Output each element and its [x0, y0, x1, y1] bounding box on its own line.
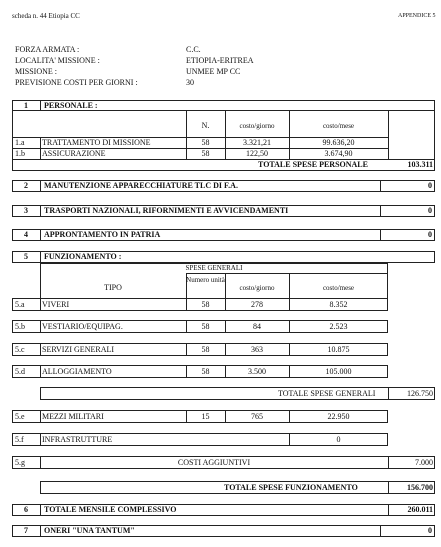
row-5f-month: 0 — [336, 435, 341, 444]
section-1-title: PERSONALE : — [44, 101, 98, 110]
row-5b-label: VESTIARIO/EQUIPAG. — [42, 322, 123, 331]
divider — [40, 229, 41, 241]
section-3-title: TRASPORTI NAZIONALI, RIFORNIMENTI E AVVICENDAMENTI — [44, 206, 289, 215]
section-4-number: 4 — [24, 230, 28, 239]
section-3-value: 0 — [428, 206, 432, 215]
row-5e-label: MEZZI MILITARI — [42, 412, 104, 421]
divider — [40, 100, 41, 111]
col-tipo-header: TIPO — [104, 283, 122, 292]
col-n-header: N. — [201, 121, 210, 130]
row-5d-month: 105.000 — [325, 367, 352, 376]
row-5c-code: 5.c — [15, 345, 25, 354]
divider — [186, 273, 388, 274]
row-1a-day: 3.321,21 — [243, 138, 271, 147]
row-5a-day: 278 — [251, 300, 263, 309]
col-units-header: Numero unità — [186, 276, 225, 284]
row-5f-code: 5.f — [15, 435, 24, 444]
appendix-label: APPENDICE 5 — [398, 13, 436, 19]
section-1-number: 1 — [24, 101, 28, 110]
divider — [388, 110, 389, 160]
row-1a-label: TRATTAMENTO DI MISSIONE — [42, 138, 151, 147]
col-month-header: costo/mese — [322, 122, 355, 130]
divider — [40, 320, 41, 333]
divider — [388, 456, 389, 469]
sheet-label: scheda n. 44 Etiopia CC — [12, 12, 80, 20]
section-3-number: 3 — [24, 206, 28, 215]
spese-generali-heading: SPESE GENERALI — [185, 264, 243, 272]
spese-generali-total-label: TOTALE SPESE GENERALI — [278, 389, 376, 398]
col-day-header-5: costo/giorno — [239, 284, 275, 292]
row-5d-label: ALLOGGIAMENTO — [42, 367, 112, 376]
section-6-value: 260.011 — [407, 505, 433, 514]
info-label-missione: MISSIONE : — [15, 67, 58, 76]
row-5b-day: 84 — [253, 322, 261, 331]
divider — [388, 387, 389, 400]
divider — [380, 180, 381, 192]
row-1b-n: 58 — [201, 149, 210, 158]
divider — [380, 229, 381, 241]
divider — [388, 504, 389, 516]
col-day-header: costo/giorno — [239, 122, 275, 130]
row-5e-code: 5.e — [15, 412, 25, 421]
section-4-title: APPRONTAMENTO IN PATRIA — [44, 230, 161, 239]
divider — [40, 504, 41, 516]
row-5d-n: 58 — [201, 367, 210, 376]
row-5g-value: 7.000 — [415, 458, 433, 467]
section-7-title: ONERI "UNA TANTUM" — [44, 526, 135, 535]
row-5d-code: 5.d — [15, 367, 25, 376]
section-7-number: 7 — [24, 526, 28, 535]
row-5a-month: 8.352 — [329, 300, 348, 309]
section-4-value: 0 — [428, 230, 432, 239]
row-1b-code: 1.b — [15, 149, 25, 158]
funzionamento-total-label: TOTALE SPESE FUNZIONAMENTO — [224, 483, 358, 492]
divider — [380, 205, 381, 217]
row-1b-day: 122,50 — [246, 149, 268, 158]
row-5e-n: 15 — [201, 412, 210, 421]
divider — [388, 481, 389, 494]
divider — [12, 110, 435, 111]
col-month-header-5: costo/mese — [322, 284, 355, 292]
divider — [40, 205, 41, 217]
row-5d-day: 3.500 — [248, 367, 266, 376]
row-5b-n: 58 — [201, 322, 210, 331]
row-5f-label: INFRASTRUTTURE — [42, 435, 113, 444]
info-label-localita: LOCALITA' MISSIONE : — [15, 56, 100, 65]
row-1a-month: 99.636,20 — [322, 138, 355, 147]
section-1-total-value: 103.311 — [407, 160, 433, 169]
row-5b-month: 2.523 — [329, 322, 348, 331]
info-value-missione: UNMEE MP CC — [186, 67, 241, 76]
section-2-title: MANUTENZIONE APPARECCHIATURE TLC DI F.A. — [44, 181, 238, 190]
row-5c-month: 10.875 — [327, 345, 350, 354]
row-5a-label: VIVERI — [42, 300, 70, 309]
section-6-title: TOTALE MENSILE COMPLESSIVO — [44, 505, 177, 514]
info-label-giorni: PREVISIONE COSTI PER GIORNI : — [15, 78, 138, 87]
divider — [40, 180, 41, 192]
section-5-title: FUNZIONAMENTO : — [44, 252, 122, 261]
section-2-value: 0 — [428, 181, 432, 190]
section-6-number: 6 — [24, 505, 28, 514]
row-5c-day: 363 — [251, 345, 263, 354]
row-5b-code: 5.b — [15, 322, 25, 331]
divider — [40, 365, 41, 378]
spese-generali-total-value: 126.750 — [407, 389, 433, 398]
row-1a-n: 58 — [201, 138, 210, 147]
row-5a-code: 5.a — [15, 300, 25, 309]
info-value-giorni: 30 — [186, 78, 194, 87]
row-5c-n: 58 — [201, 345, 210, 354]
row-5e-day: 765 — [251, 412, 263, 421]
divider — [40, 343, 41, 356]
row-5g-code: 5.g — [15, 458, 25, 467]
row-1b-label: ASSICURAZIONE — [42, 149, 106, 158]
funzionamento-total-value: 156.700 — [407, 483, 433, 492]
section-7-value: 0 — [428, 526, 432, 535]
divider — [40, 433, 41, 446]
row-5g-label: COSTI AGGIUNTIVI — [177, 458, 251, 467]
row-1b-month: 3.674,90 — [324, 149, 353, 158]
divider — [40, 298, 41, 311]
divider — [40, 251, 41, 263]
divider — [40, 410, 41, 423]
divider — [12, 159, 435, 160]
divider — [40, 525, 41, 537]
divider — [380, 525, 381, 537]
info-label-forza: FORZA ARMATA : — [15, 45, 80, 54]
row-5e-month: 22.950 — [327, 412, 350, 421]
section-1-total-label: TOTALE SPESE PERSONALE — [258, 160, 368, 169]
row-5a-n: 58 — [201, 300, 210, 309]
section-2-number: 2 — [24, 181, 28, 190]
info-value-localita: ETIOPIA-ERITREA — [186, 56, 254, 65]
spese-generali-total-row — [40, 387, 435, 400]
row-1a-code: 1.a — [15, 138, 25, 147]
info-value-forza: C.C. — [186, 45, 201, 54]
section-5-number: 5 — [24, 252, 28, 261]
row-5c-label: SERVIZI GENERALI — [42, 345, 115, 354]
